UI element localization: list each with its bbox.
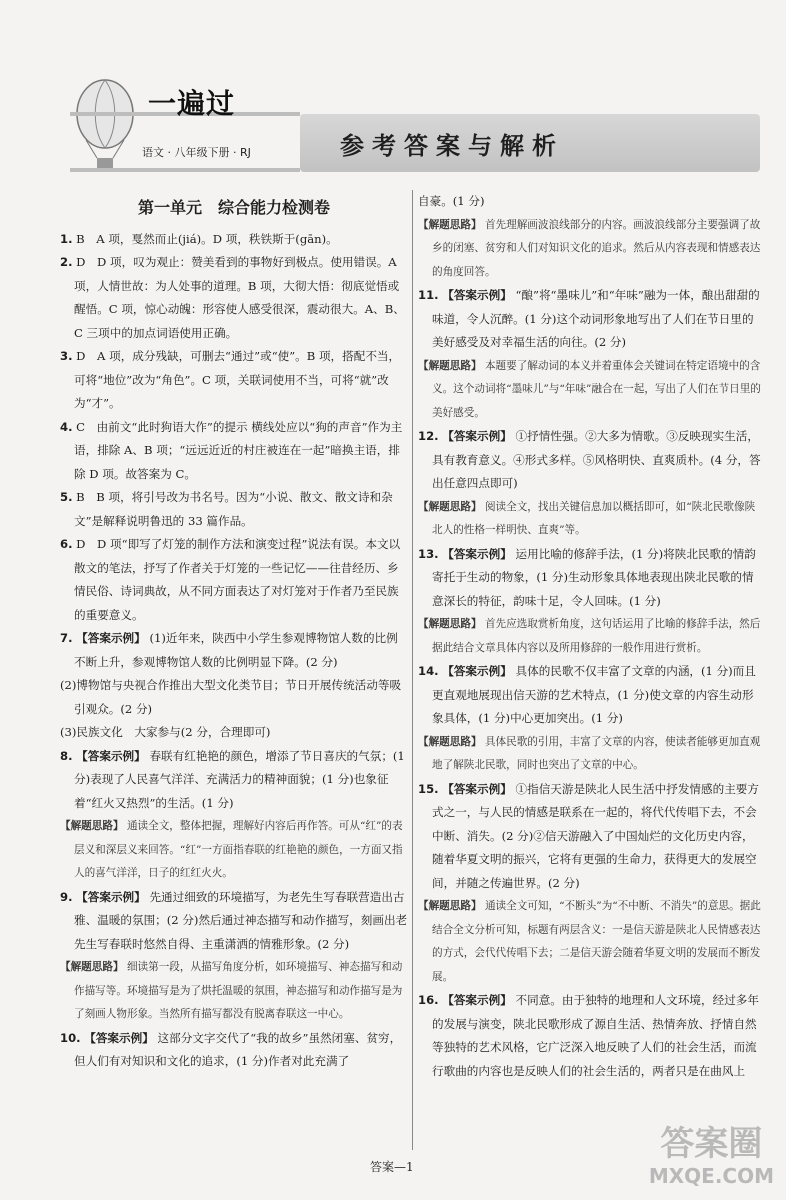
answer-text: 不同意。由于独特的地理和人文环境，经过多年的发展与演变，陕北民歌形成了源自生活、热情奔放、抒情自然等独特的艺术风格，它广泛深入地反映了人们的社会生活，而流行歌曲的内容也是反映人们的社会生活的，两者只是在曲风上: [432, 993, 759, 1078]
page-number: 答案—1: [370, 1160, 414, 1174]
answer-tag: 【答案示例】: [442, 993, 512, 1007]
answer-tag: 【解题思路】: [418, 218, 482, 231]
answer-tag: 【解题思路】: [418, 900, 482, 912]
right-column: [418, 190, 762, 1083]
question-number: 9.: [60, 889, 73, 904]
question-number: 16.: [418, 993, 439, 1007]
answer-item: [60, 1027, 408, 1074]
answer-text: 本题要了解动词的本义并着重体会关键词在特定语境中的含义。这个动词将“墨味儿”与“年味”融合在一起，写出了人们在节日里的美好感受。: [432, 359, 761, 419]
question-number: 7.: [60, 631, 73, 645]
answer-text: ①指信天游是陕北人民生活中抒发情感的主要方式之一，与人民的情感是联系在一起的，将代代传唱下去，不会中断、消失。(2 分)②信天游融入了中国灿烂的文化历史内容，随着华夏文明的振兴，它将有更强的生命力，获得更大的发展空间，并随之传遍世界。(2 分): [432, 781, 759, 890]
question-number: 1.: [60, 231, 73, 246]
answer-text: 首先理解画波浪线部分的内容。画波浪线部分主要强调了故乡的闭塞、贫穷和人们对知识文化的追求。然后从内容表现和情感表达的角度回答。: [432, 218, 761, 278]
subject-label: 语文 · 八年级下册 · RJ: [142, 146, 251, 159]
answer-item: [60, 745, 408, 816]
answer-item: [60, 674, 408, 721]
header-stripe: [70, 168, 300, 172]
question-number: 2.: [60, 255, 73, 269]
answer-text: C 由前文“此时狗语大作”的提示 横线处应以“狗的声音”作为主语，排除 A、B 项；“远远近近的村庄被连在一起”暗换主语，排除 D 项。故答案为 C。: [74, 419, 403, 481]
watermark: [648, 1124, 774, 1192]
answer-item: [60, 956, 408, 1027]
page-title: 参考答案与解析: [340, 132, 564, 160]
section-title: 第一单元 综合能力检测卷: [137, 198, 330, 217]
question-number: 4.: [60, 419, 73, 434]
answer-tag: 【答案示例】: [84, 1030, 154, 1045]
title-banner: [300, 114, 760, 172]
question-number: 12.: [418, 429, 439, 443]
answer-tag: 【答案示例】: [76, 889, 146, 904]
answer-text: B A 项，戛然而止(jiá)。D 项，秩铁斯于(gān)。: [76, 231, 338, 246]
answer-item: [418, 778, 762, 896]
answer-item: [60, 815, 408, 886]
answer-tag: 【答案示例】: [442, 546, 512, 561]
answer-text: (3)民族文化 大家参与(2 分，合理即可): [60, 725, 271, 739]
answer-text: (1)近年来，陕西中小学生参观博物馆人数的比例不断上升，参观博物馆人数的比例明显下降。(2 分): [74, 631, 398, 669]
answer-item: [418, 660, 762, 731]
answer-tag: 【答案示例】: [442, 781, 512, 796]
answer-item: [60, 416, 408, 487]
answer-text: 通读全文，整体把握，理解好内容后再作答。可从“红”的表层义和深层义来回答。“红”一方面指春联的红艳艳的颜色，一方面又指人的喜气洋洋，日子的红红火火。: [74, 820, 403, 879]
answer-item: [418, 425, 762, 496]
answer-tag: 【解题思路】: [418, 359, 482, 372]
answer-text: (2)博物馆与央视合作推出大型文化类节目；节日开展传统活动等吸引观众。(2 分): [60, 678, 402, 716]
answer-item: [60, 345, 408, 416]
question-number: 6.: [60, 537, 73, 551]
answer-tag: 【答案示例】: [76, 631, 146, 645]
answer-item: [418, 989, 762, 1083]
answer-tag: 【答案示例】: [442, 664, 512, 678]
brand-logo: 一遍过: [148, 87, 236, 120]
answer-item: [60, 228, 408, 252]
answer-text: 自豪。(1 分): [418, 194, 485, 208]
answer-text: D A 项，成分残缺，可删去“通过”或“使”。B 项，搭配不当，可将“地位”改为“角色”。C 项，关联词使用不当，可将“就”改为“才”。: [74, 349, 401, 410]
answer-item: [418, 284, 762, 355]
answer-tag: 【解题思路】: [418, 500, 482, 513]
answer-item: [60, 486, 408, 533]
answer-tag: 【解题思路】: [418, 618, 482, 630]
answer-text: 这部分文字交代了“我的故乡”虽然闭塞、贫穷，但人们有对知识和文化的追求，(1 分)作者对此充满了: [74, 1030, 402, 1068]
answer-item: [60, 533, 408, 627]
answer-item: [60, 721, 408, 745]
answer-item: [418, 895, 762, 989]
answer-text: 具体的民歌不仅丰富了文章的内涵，(1 分)而且更直观地展现出信天游的艺术特点，(1 分)使文章的内容生动形象具体，(1 分)中心更加突出。(1 分): [432, 664, 756, 725]
answer-text: 通读全文可知，“不断头”为“不中断、不消失”的意思。据此结合全文分析可知，标题有两层含义：一是信天游是陕北人民情感表达的方式，会代代传唱下去；二是信天游会随着华夏文明的发展而不断发展。: [432, 900, 761, 983]
hot-air-balloon-icon: [72, 78, 138, 174]
answer-item: [418, 190, 762, 214]
answer-text: 阅读全文，找出关键信息加以概括即可，如“陕北民歌像陕北人的性格一样明快、直爽”等。: [432, 500, 756, 536]
answer-item: [418, 613, 762, 660]
answer-text: D D 项，叹为观止：赞美看到的事物好到极点。使用错误。A 项，人情世故：为人处事的道理。B 项，大彻大悟：彻底觉悟或醒悟。C 项，惊心动魄：形容使人感受很深，震动很大。A、B、C 三项中的加点词语使用正确。: [74, 255, 405, 340]
question-number: 14.: [418, 664, 439, 678]
answer-text: 运用比喻的修辞手法，(1 分)将陕北民歌的情韵寄托于生动的物象，(1 分)生动形象具体地表现出陕北民歌的情意深长的特征，韵味十足，令人回味。(1 分): [432, 546, 756, 608]
answer-tag: 【答案示例】: [442, 288, 512, 302]
answer-text: D D 项“即写了灯笼的制作方法和演变过程”说法有误。本文以散文的笔法，抒写了作者关于灯笼的一些记忆——往昔经历、乡情民俗、诗词典故，从不同方面表达了对灯笼对于作者乃至民族的重要意义。: [74, 537, 401, 622]
answer-item: [418, 731, 762, 778]
answer-text: 具体民歌的引用，丰富了文章的内容，使读者能够更加直观地了解陕北民歌，同时也突出了文章的中心。: [432, 735, 761, 771]
answer-tag: 【解题思路】: [60, 961, 124, 973]
left-column: [60, 190, 408, 1074]
answer-item: [418, 355, 762, 426]
watermark-text: 答案圈: [660, 1124, 763, 1164]
question-number: 5.: [60, 490, 73, 504]
answer-text: B B 项，将引号改为书名号。因为“小说、散文、散文诗和杂文”是解释说明鲁迅的 33 篇作品。: [74, 490, 393, 528]
question-number: 8.: [60, 748, 73, 763]
answer-text: 首先应选取赏析角度，这句话运用了比喻的修辞手法，然后据此结合文章具体内容以及所用修辞的一般作用进行赏析。: [432, 618, 761, 654]
answer-tag: 【解题思路】: [418, 735, 482, 748]
answer-item: [418, 543, 762, 614]
answer-tag: 【解题思路】: [60, 820, 124, 832]
answer-text: “酿”将“墨味儿”和“年味”融为一体，酿出甜甜的味道，令人沉醉。(1 分)这个动词形象地写出了人们在节日里的美好感受及对幸福生活的向往。(2 分): [432, 288, 760, 349]
answer-item: [60, 627, 408, 674]
answer-text: 春联有红艳艳的颜色，增添了节日喜庆的气氛；(1 分)表现了人民喜气洋洋、充满活力的精神面貌；(1 分)也象征着“红火又热烈”的生活。(1 分): [74, 748, 405, 810]
column-divider: [412, 190, 413, 1150]
answer-item: [60, 886, 408, 957]
answer-item: [418, 214, 762, 285]
answer-item: [418, 496, 762, 543]
answer-tag: 【答案示例】: [442, 429, 512, 443]
question-number: 10.: [60, 1030, 81, 1045]
answer-text: ①抒情性强。②大多为情歌。③反映现实生活，具有教育意义。④形式多样。⑤风格明快、直爽质朴。(4 分，答出任意四点即可): [432, 429, 761, 490]
question-number: 15.: [418, 781, 439, 796]
answer-tag: 【答案示例】: [76, 748, 146, 763]
question-number: 3.: [60, 349, 73, 363]
watermark-url: MXQE.COM: [648, 1164, 774, 1188]
answer-text: 先通过细致的环境描写，为老先生写春联营造出古雅、温暖的氛围；(2 分)然后通过神态描写和动作描写，刻画出老先生写春联时悠然自得、主重潇洒的情雅形象。(2 分): [74, 889, 408, 951]
answer-text: 细读第一段，从描写角度分析，如环境描写、神态描写和动作描写等。环境描写是为了烘托温暖的氛围，神态描写和动作描写是为了刻画人物形象。当然所有描写都没有脱离春联这一中心。: [74, 961, 403, 1020]
question-number: 11.: [418, 288, 439, 302]
question-number: 13.: [418, 546, 439, 561]
answer-item: [60, 251, 408, 345]
